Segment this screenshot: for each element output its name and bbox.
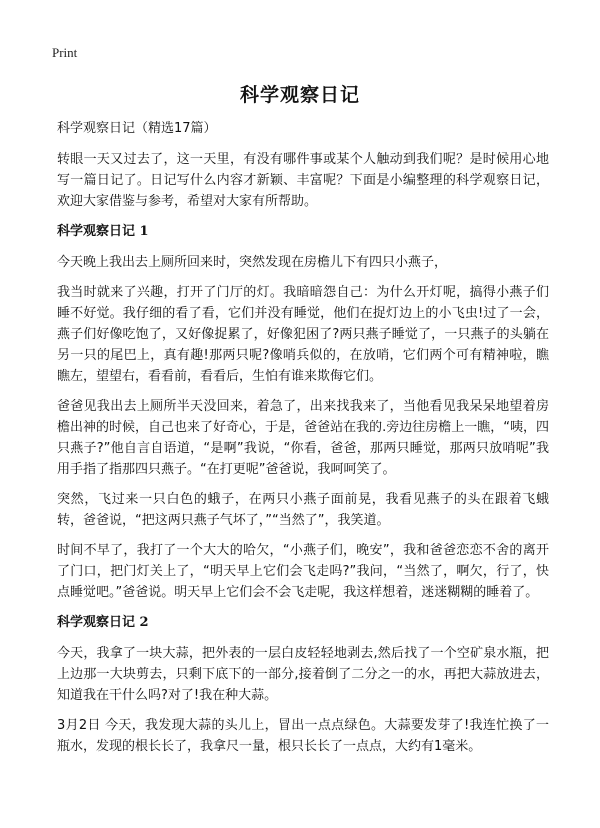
- paragraph: 爸爸见我出去上厕所半天没回来，着急了，出来找我来了，当他看见我呆呆地望着房檐出神的时候，自己也来了好奇心，于是，爸爸站在我的.旁边往房檐上一瞧，“咦，四只燕子?”他自言自语道，“是啊”我说，“你看，爸爸，那两只睡觉，那两只放哨呢”我用手指了指那四只燕子。“在打更呢”爸爸说，我呵呵笑了。: [57, 399, 549, 477]
- paragraph: 今天晚上我出去上厕所回来时，突然发现在房檐儿下有四只小燕子，: [57, 255, 448, 270]
- paragraph: 我当时就来了兴趣，打开了门厅的灯。我暗暗怨自己：为什么开灯呢，搞得小燕子们睡不好觉。我仔细的看了看，它们并没有睡觉，他们在捉灯边上的小飞虫!过了一会，燕子们好像吃饱了，又好像捉累了，好像犯困了?两只燕子睡觉了，一只燕子的头躺在另一只的尾巴上，真有趣!那两只呢?像哨兵似的，在放哨，它们两个可有精神啦，瞧瞧左，望望右，看看前，看看后，生怕有谁来欺侮它们。: [57, 285, 549, 384]
- section-heading-2: 科学观察日记 2: [57, 615, 149, 630]
- section-heading-1: 科学观察日记 1: [57, 224, 149, 239]
- print-link[interactable]: Print: [52, 45, 78, 60]
- intro-paragraph: 转眼一天又过去了，这一天里，有没有哪件事或某个人触动到我们呢？是时候用心地写一篇日记了。日记写什么内容才新颖、丰富呢？下面是小编整理的科学观察日记，欢迎大家借鉴与参考，希望对大家有所帮助。: [57, 152, 549, 209]
- page-title: 科学观察日记: [239, 84, 360, 106]
- paragraph: 时间不早了，我打了一个大大的哈欠，“小燕子们，晚安”，我和爸爸恋恋不舍的离开了门口，把门灯关上了，“明天早上它们会飞走吗?”我问，“当然了，啊欠，行了，快点睡觉吧。”爸爸说。明天早上它们会不会飞走呢，我这样想着，迷迷糊糊的睡着了。: [57, 543, 549, 600]
- article-body: [57, 118, 549, 766]
- paragraph: 3月2日 今天，我发现大蒜的头儿上，冒出一点点绿色。大蒜要发芽了!我连忙换了一瓶水，发现的根长长了，我拿尺一量，根只长长了一点点，大约有1毫米。: [57, 718, 549, 754]
- article-subtitle: 科学观察日记（精选17篇）: [57, 121, 217, 136]
- paragraph: 今天，我拿了一块大蒜，把外表的一层白皮轻轻地剥去,然后找了一个空矿泉水瓶，把上边那一大块剪去，只剩下底下的一部分,接着倒了二分之一的水，再把大蒜放进去，知道我在干什么吗?对了!我在种大蒜。: [57, 646, 549, 703]
- paragraph: 突然，飞过来一只白色的蛾子，在两只小燕子面前晃，我看见燕子的头在跟着飞蛾转，爸爸说，“把这两只燕子气坏了，”“当然了”，我笑道。: [57, 492, 549, 528]
